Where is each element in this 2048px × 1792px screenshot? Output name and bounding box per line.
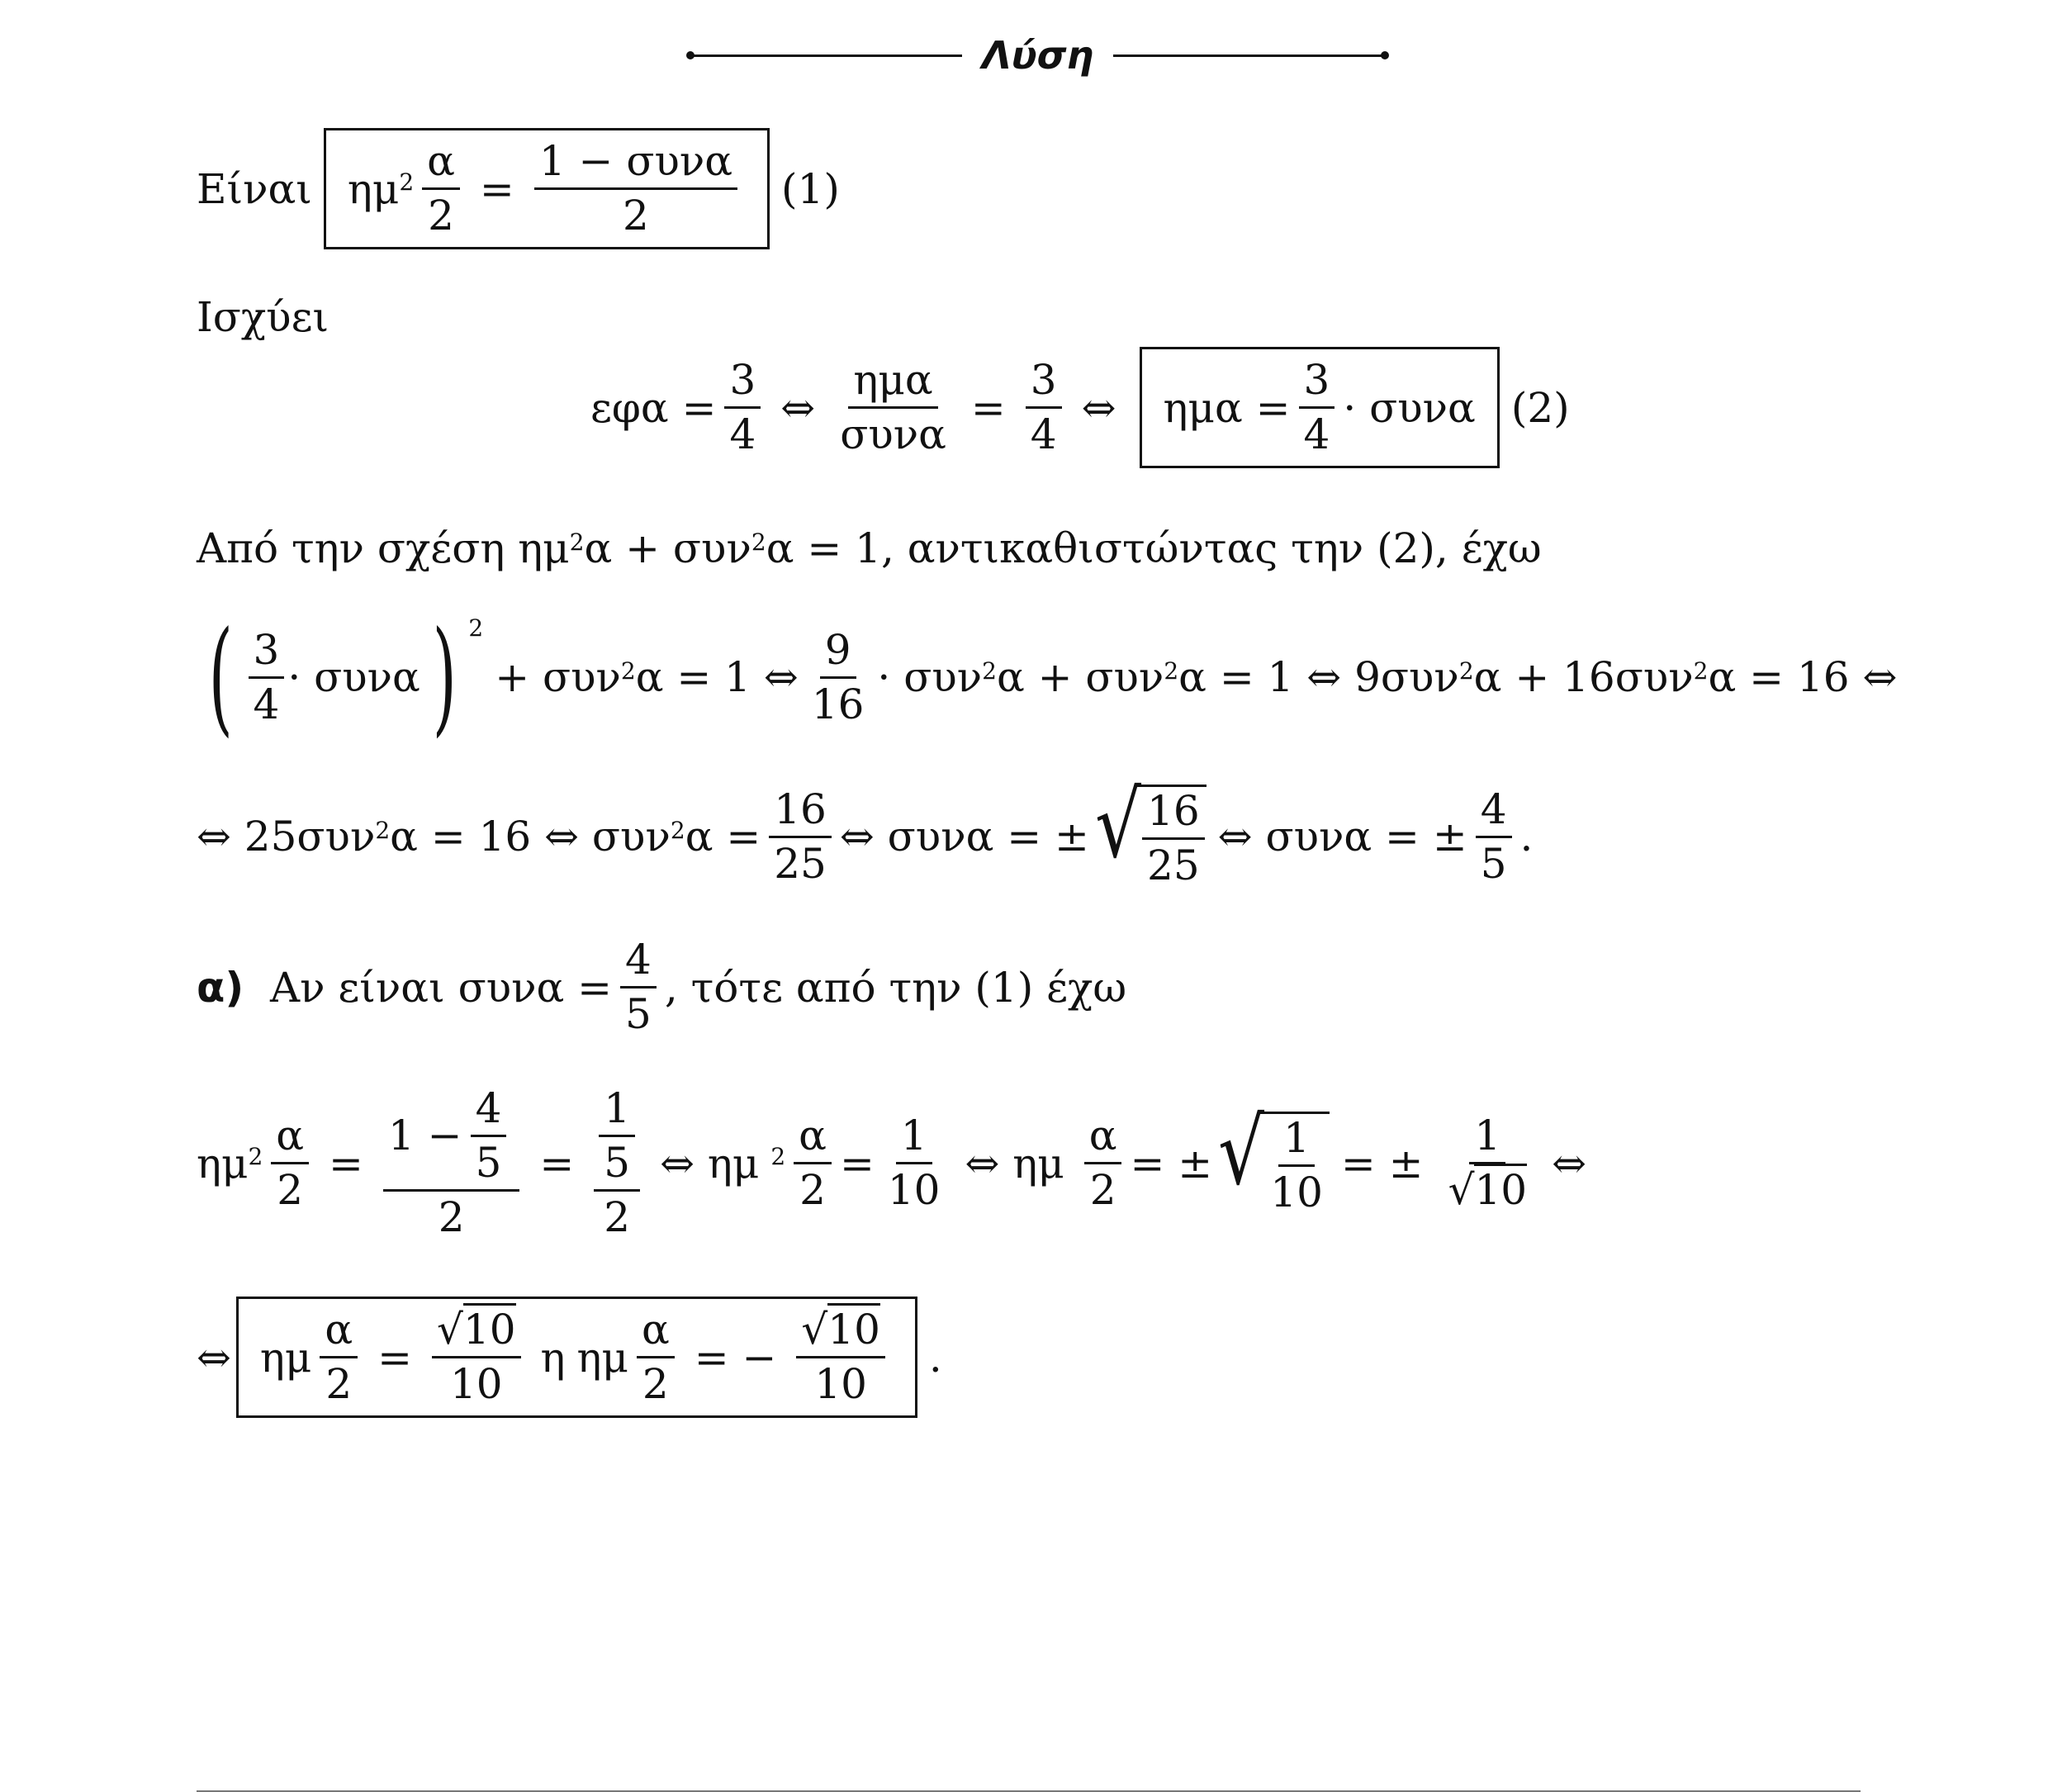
- frac: [471, 1086, 507, 1186]
- den: 4: [1303, 410, 1330, 458]
- frac: [807, 625, 870, 728]
- text: ημ: [259, 1333, 312, 1382]
- num: 4: [1476, 787, 1512, 838]
- frac: [599, 1086, 635, 1186]
- den: 10: [887, 1166, 941, 1214]
- title-header: [690, 33, 1386, 78]
- op: ⇔: [780, 383, 816, 432]
- text: ημ: [197, 1139, 249, 1188]
- num: 16: [1142, 789, 1205, 840]
- exp: 2: [399, 168, 415, 196]
- num: α: [637, 1307, 675, 1358]
- op: ⇔: [1552, 1139, 1586, 1188]
- text: α = 16 ⇔ συν: [390, 813, 671, 860]
- den: 5: [1480, 839, 1507, 888]
- op: = ±: [1340, 1139, 1424, 1188]
- exp: 2: [770, 1143, 786, 1170]
- frac-1-cos: [534, 139, 737, 239]
- case-label: α): [197, 963, 244, 1012]
- text: ⇔ συνα = ±: [839, 813, 1089, 860]
- frac: [383, 1086, 519, 1240]
- den: 2: [642, 1360, 669, 1408]
- boxed-formula-1: ημ $^2$ $\frac{\alpha}{2}$ = $\frac{\text{1 − συνα}}{2}$: [324, 128, 770, 249]
- text: α + συν: [996, 653, 1164, 701]
- den: 2: [325, 1360, 353, 1408]
- frac: [320, 1307, 358, 1407]
- text: α + συν: [584, 524, 751, 572]
- den: 2: [799, 1166, 826, 1214]
- num: α: [271, 1113, 309, 1164]
- frac: [249, 625, 285, 728]
- text: Από την σχέση: [197, 524, 505, 572]
- text: α = 16 ⇔: [1708, 653, 1898, 701]
- exp: 2: [982, 657, 997, 685]
- frac: [1476, 787, 1512, 887]
- exp: 2: [375, 816, 391, 844]
- title-rule-left: [690, 55, 962, 57]
- intro-line-2: [197, 293, 329, 341]
- sin-symbol: ημ: [347, 164, 400, 213]
- case-a-line: [197, 937, 1126, 1037]
- frac: [594, 1086, 640, 1240]
- num: √10: [796, 1307, 885, 1358]
- op: ⇔ ημ: [660, 1139, 760, 1188]
- exp: 2: [1458, 657, 1474, 685]
- den: συνα: [840, 410, 946, 458]
- num: 3: [724, 358, 761, 409]
- num: 3: [1299, 358, 1335, 409]
- den: 5: [475, 1139, 502, 1187]
- text: , αντικαθιστώντας την (2), έχω: [880, 524, 1542, 572]
- frac: [432, 1307, 521, 1407]
- text: = ±: [1130, 1139, 1213, 1188]
- equation-5: [197, 772, 1534, 889]
- frac: [724, 358, 761, 457]
- text: α = 1: [766, 524, 881, 572]
- text: η: [540, 1333, 566, 1382]
- relation-line: [197, 524, 1542, 572]
- sqrt: √ $\frac{1}{10}$: [1212, 1112, 1330, 1216]
- text: ημ: [576, 1333, 628, 1382]
- den: 10: [1270, 1168, 1323, 1216]
- num: α: [794, 1113, 832, 1164]
- text: α =: [685, 813, 761, 860]
- op: ⇔ ημ: [965, 1139, 1064, 1188]
- op: =: [970, 383, 1006, 432]
- den: 2: [277, 1166, 304, 1214]
- num: 1 − συνα: [534, 139, 737, 190]
- boxed-formula-2: [1140, 347, 1500, 468]
- den: 2: [428, 192, 454, 239]
- title-rule-right: [1113, 55, 1386, 57]
- text: α + 16συν: [1473, 653, 1694, 701]
- num: 16: [769, 787, 832, 838]
- num: 4: [620, 937, 657, 988]
- eq-tag-2: (2): [1510, 383, 1570, 432]
- frac: [1084, 1113, 1122, 1213]
- text: · συνα: [287, 653, 420, 701]
- den: 2: [438, 1193, 465, 1241]
- den: 10: [449, 1360, 503, 1408]
- exp: 2: [569, 528, 585, 556]
- frac: [637, 1307, 675, 1407]
- text: .: [1519, 813, 1534, 860]
- text: .: [928, 1333, 942, 1382]
- text: Αν είναι συνα =: [270, 963, 613, 1012]
- equation-1: [197, 128, 840, 249]
- exp: 2: [468, 614, 484, 642]
- frac: [271, 1113, 309, 1213]
- num: [594, 1086, 640, 1192]
- exp: 2: [751, 528, 766, 556]
- frac: [835, 358, 951, 457]
- radicand: 10: [1474, 1164, 1527, 1214]
- num: 1: [599, 1086, 635, 1137]
- den: 2: [1089, 1166, 1116, 1214]
- page-title: Λύση: [982, 33, 1094, 78]
- frac: [1444, 1113, 1533, 1213]
- num: 1: [1469, 1113, 1505, 1164]
- text: α = 1 ⇔: [635, 653, 799, 701]
- op: =: [329, 1139, 363, 1188]
- frac: [794, 1113, 832, 1213]
- den: 25: [1147, 841, 1200, 889]
- radicand: 10: [827, 1303, 880, 1353]
- frac: [1026, 358, 1062, 457]
- text: 1 −: [387, 1112, 462, 1159]
- equation-2: [590, 347, 1570, 468]
- frac: [883, 1113, 946, 1213]
- equation-4: ( $\frac{3}{4}$ · συνα ) $^2$ + συν $^2$ α = 1 ⇔ $\frac{9}{16}$ · συν $^2$ α + συν $^2$ α = 1 ⇔ 9συν $^2$ α + 16συν $^2$ α = 16 ⇔: [208, 605, 1898, 749]
- frac: [620, 937, 657, 1037]
- num: 9: [820, 628, 856, 679]
- num: 3: [1026, 358, 1062, 409]
- frac: [1299, 358, 1335, 457]
- num: 1: [896, 1113, 932, 1164]
- den: 5: [604, 1139, 631, 1187]
- text: ⇔ συνα = ±: [1217, 813, 1467, 860]
- num: α: [1084, 1113, 1122, 1164]
- op: = −: [694, 1333, 777, 1382]
- num: 3: [249, 628, 285, 679]
- den: 2: [604, 1193, 631, 1241]
- equation-8: [197, 1297, 942, 1418]
- num: √10: [432, 1307, 521, 1358]
- op: =: [539, 1139, 575, 1188]
- intro-text: Είναι: [197, 164, 312, 213]
- num: [383, 1086, 519, 1192]
- text: ⇔ 25συν: [197, 813, 376, 860]
- eq-tag-1: (1): [781, 164, 840, 213]
- text: · συνα: [1343, 383, 1476, 432]
- text: · συν: [877, 653, 983, 701]
- den: 10: [814, 1360, 867, 1408]
- op: ⇔: [197, 1333, 231, 1382]
- text: + συν: [495, 653, 621, 701]
- frac: [1142, 789, 1205, 889]
- num: α: [320, 1307, 358, 1358]
- num: 4: [471, 1086, 507, 1137]
- exp: 2: [1164, 657, 1179, 685]
- text: ημ: [518, 524, 570, 572]
- text: ημα =: [1163, 383, 1291, 432]
- den: 4: [729, 410, 756, 458]
- text: α = 1 ⇔ 9συν: [1178, 653, 1459, 701]
- op: ⇔: [1081, 383, 1116, 432]
- exp: 2: [248, 1143, 263, 1170]
- den: 5: [625, 990, 652, 1038]
- boxed-result: [236, 1297, 917, 1418]
- equation-7: ημ $^2$ $\frac{\alpha}{2}$ = 1 − $\frac{4}{5}$ 2 = $\frac{\frac{1}{5}}{2}$ ⇔ ημ $^2$ $\frac{\alpha}{2}$ = $\frac{1}{10}$ ⇔ ημ $\frac{\alpha}{2}$ = ± √ $\frac{1}{10}$ = ± $\frac{1}{√10}$ ⇔: [197, 1084, 1586, 1241]
- frac: [769, 787, 832, 887]
- text: εφα =: [590, 383, 717, 432]
- den: 16: [811, 680, 865, 728]
- exp: 2: [1693, 657, 1709, 685]
- num: ημα: [848, 358, 937, 409]
- den: 4: [1030, 410, 1057, 458]
- num: α: [422, 139, 460, 190]
- text: , τότε από την (1) έχω: [664, 963, 1127, 1012]
- den: 4: [253, 680, 280, 728]
- den: 2: [623, 192, 649, 239]
- num: 1: [1278, 1116, 1315, 1167]
- op: =: [377, 1333, 413, 1382]
- frac: [1265, 1113, 1328, 1216]
- exp: 2: [670, 816, 685, 844]
- den: 25: [774, 839, 827, 888]
- sqrt: √ $\frac{16}{25}$: [1089, 785, 1207, 889]
- radicand: 10: [463, 1303, 516, 1353]
- intro-text: Ισχύει: [197, 293, 329, 341]
- exp: 2: [620, 657, 636, 685]
- frac-a-2: [422, 139, 460, 239]
- frac: [796, 1307, 885, 1407]
- den: √10: [1444, 1164, 1533, 1213]
